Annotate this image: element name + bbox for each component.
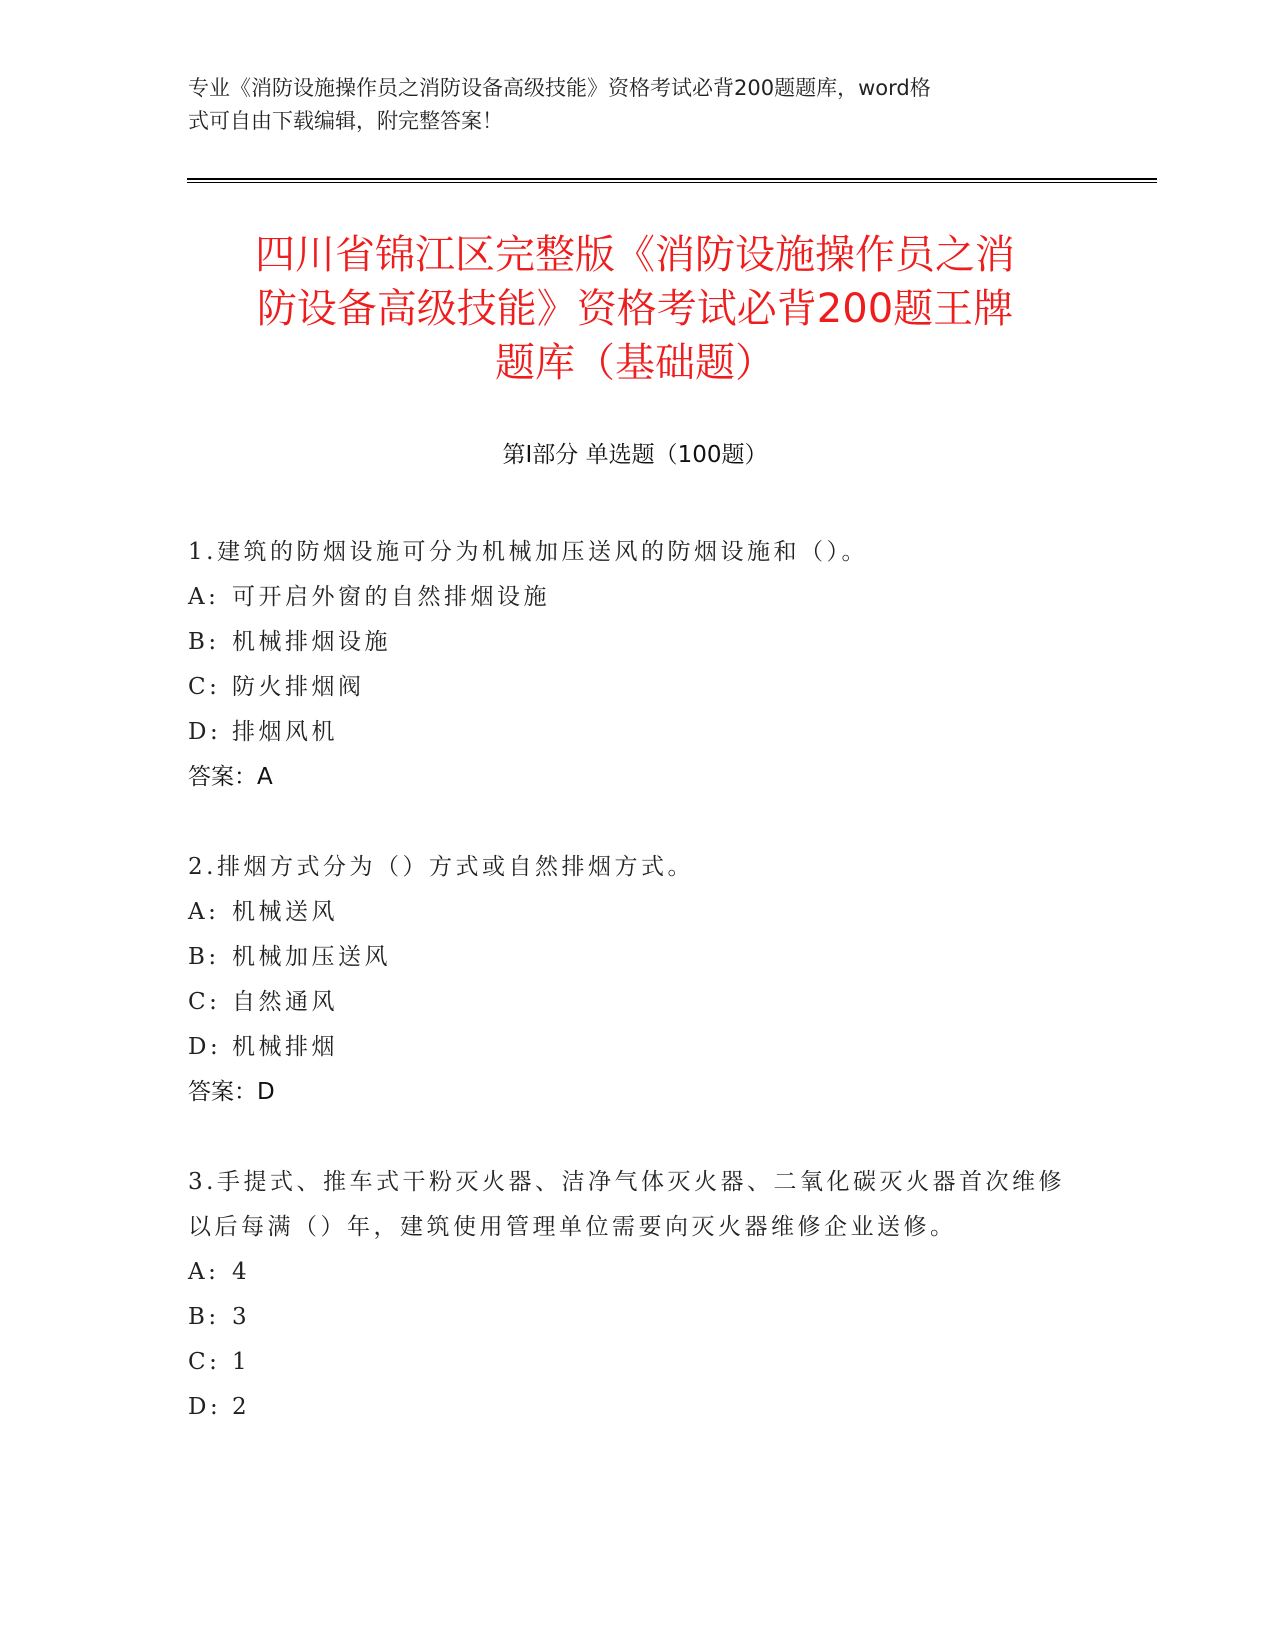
- header-line-1: 专业《消防设施操作员之消防设备高级技能》资格考试必背200题题库，word格: [188, 76, 931, 100]
- option-letter: C:: [188, 1349, 221, 1375]
- option-text: 2: [232, 1394, 251, 1420]
- answer-line: 答案：D: [188, 1079, 275, 1105]
- option-c: [188, 1340, 1068, 1385]
- option-letter: D:: [188, 1034, 222, 1060]
- question-1: [188, 530, 1068, 800]
- title-line-1: 四川省锦江区完整版《消防设施操作员之消: [255, 232, 1015, 278]
- option-c: [188, 665, 1068, 710]
- option-a: [188, 575, 1068, 620]
- option-letter: B:: [188, 629, 220, 655]
- option-text: 4: [232, 1259, 251, 1285]
- answer-line: 答案：A: [188, 764, 273, 790]
- question-stem: 2.排烟方式分为（）方式或自然排烟方式。: [188, 854, 694, 880]
- option-letter: D:: [188, 1394, 222, 1420]
- question-stem: 1.建筑的防烟设施可分为机械加压送风的防烟设施和（）。: [188, 539, 868, 565]
- header-line-2: 式可自由下载编辑，附完整答案！: [188, 109, 503, 133]
- question-2: [188, 845, 1068, 1115]
- option-c: [188, 980, 1068, 1025]
- option-d: [188, 710, 1068, 755]
- option-b: [188, 935, 1068, 980]
- option-text: 可开启外窗的自然排烟设施: [232, 584, 550, 610]
- option-text: 防火排烟阀: [232, 674, 365, 700]
- option-letter: B:: [188, 1304, 220, 1330]
- document-title: [190, 228, 1080, 390]
- option-text: 自然通风: [232, 989, 338, 1015]
- option-letter: B:: [188, 944, 220, 970]
- option-letter: C:: [188, 989, 221, 1015]
- option-a: [188, 890, 1068, 935]
- option-text: 机械排烟: [232, 1034, 338, 1060]
- option-b: [188, 620, 1068, 665]
- option-a: [188, 1250, 1068, 1295]
- title-line-2: 防设备高级技能》资格考试必背200题王牌: [256, 286, 1014, 332]
- option-text: 排烟风机: [232, 719, 338, 745]
- section-heading: 第Ⅰ部分 单选题（100题）: [502, 442, 768, 468]
- option-b: [188, 1295, 1068, 1340]
- header-divider: [187, 178, 1157, 183]
- option-letter: C:: [188, 674, 221, 700]
- option-d: [188, 1025, 1068, 1070]
- option-d: [188, 1385, 1068, 1430]
- question-list: [188, 530, 1068, 1475]
- option-text: 1: [232, 1349, 251, 1375]
- option-letter: A:: [188, 1259, 220, 1285]
- option-text: 机械送风: [232, 899, 338, 925]
- title-line-3: 题库（基础题）: [495, 340, 775, 386]
- option-letter: A:: [188, 899, 220, 925]
- question-stem: 3.手提式、推车式干粉灭火器、洁净气体灭火器、二氧化碳灭火器首次维修以后每满（）年，建筑使用管理单位需要向灭火器维修企业送修。: [188, 1169, 1065, 1240]
- option-letter: D:: [188, 719, 222, 745]
- option-letter: A:: [188, 584, 220, 610]
- question-3: [188, 1160, 1068, 1430]
- option-text: 机械排烟设施: [232, 629, 391, 655]
- option-text: 机械加压送风: [232, 944, 391, 970]
- option-text: 3: [232, 1304, 251, 1330]
- page-header: [188, 72, 1068, 138]
